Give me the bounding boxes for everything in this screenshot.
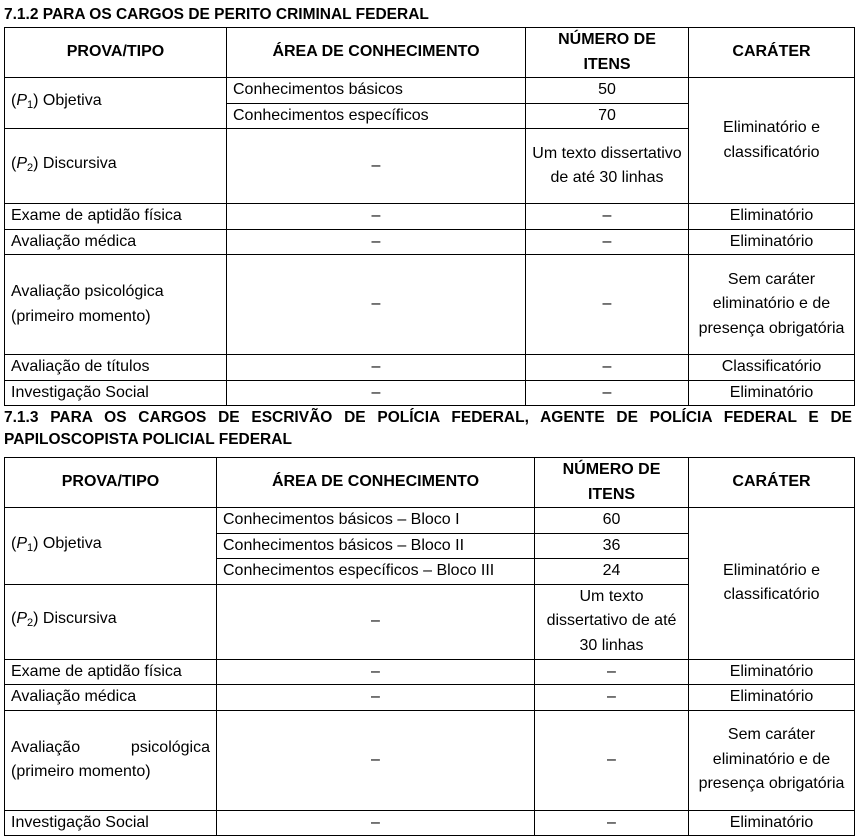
itens-cell: 70 [526, 103, 689, 129]
itens-cell: – [535, 659, 689, 685]
prova-p2-discursiva: $(P_2)$ Discursiva [5, 129, 227, 204]
area-cell: – [227, 380, 526, 406]
table-row [5, 78, 855, 104]
carater-cell: Eliminatório e classificatório [689, 78, 855, 204]
section-heading-escrivao-agente-papiloscopista: 7.1.3 PARA OS CARGOS DE ESCRIVÃO DE POLÍCIA FEDERAL, AGENTE DE POLÍCIA FEDERAL E DE PAPILOSCOPISTA POLICIAL FEDERAL [4, 409, 852, 448]
header-prova: PROVA/TIPO [5, 28, 227, 78]
prova-cell: Exame de aptidão física [5, 204, 227, 230]
area-cell: Conhecimentos específicos – Bloco III [217, 559, 535, 585]
itens-cell: – [526, 255, 689, 355]
prova-cell: Avaliação psicológica (primeiro momento) [5, 710, 217, 810]
area-cell: – [217, 659, 535, 685]
area-cell: – [227, 355, 526, 381]
area-cell: – [227, 229, 526, 255]
table-row [5, 810, 855, 836]
header-itens: NÚMERO DE ITENS [526, 28, 689, 78]
area-cell: Conhecimentos básicos – Bloco II [217, 533, 535, 559]
carater-cell: Sem caráter eliminatório e de presença obrigatória [689, 710, 855, 810]
prova-cell: Exame de aptidão física [5, 659, 217, 685]
prova-cell: Investigação Social [5, 810, 217, 836]
table-row [5, 380, 855, 406]
itens-cell: – [535, 710, 689, 810]
prova-p2-discursiva: $(P_2)$ Discursiva [5, 584, 217, 659]
area-cell: Conhecimentos específicos [227, 103, 526, 129]
table-escrivao-agente-papiloscopista [4, 457, 855, 836]
itens-cell: Um texto dissertativo de até 30 linhas [535, 584, 689, 659]
header-prova: PROVA/TIPO [5, 458, 217, 508]
table-row [5, 710, 855, 810]
table-row [5, 229, 855, 255]
prova-p1-objetiva: $(P_1)$ Objetiva [5, 78, 227, 129]
area-cell: – [227, 204, 526, 230]
table-header-row [5, 28, 855, 78]
itens-cell: – [526, 204, 689, 230]
table-row [5, 204, 855, 230]
prova-cell: Avaliação psicológica (primeiro momento) [5, 255, 227, 355]
table-row [5, 508, 855, 534]
area-cell: – [227, 129, 526, 204]
itens-cell: 36 [535, 533, 689, 559]
itens-cell: – [526, 380, 689, 406]
itens-cell: 50 [526, 78, 689, 104]
itens-cell: – [535, 685, 689, 711]
prova-p1-objetiva: $(P_1)$ Objetiva [5, 508, 217, 585]
header-carater: CARÁTER [689, 28, 855, 78]
area-cell: – [217, 685, 535, 711]
carater-cell: Eliminatório [689, 810, 855, 836]
area-cell: Conhecimentos básicos [227, 78, 526, 104]
header-area: ÁREA DE CONHECIMENTO [227, 28, 526, 78]
area-cell: Conhecimentos básicos – Bloco I [217, 508, 535, 534]
prova-cell: Avaliação médica [5, 685, 217, 711]
carater-cell: Eliminatório e classificatório [689, 508, 855, 660]
itens-cell: – [535, 810, 689, 836]
itens-cell: 24 [535, 559, 689, 585]
header-area: ÁREA DE CONHECIMENTO [217, 458, 535, 508]
section-heading-perito: 7.1.2 PARA OS CARGOS DE PERITO CRIMINAL FEDERAL [4, 6, 429, 23]
carater-cell: Classificatório [689, 355, 855, 381]
header-carater: CARÁTER [689, 458, 855, 508]
table-row [5, 685, 855, 711]
itens-cell: – [526, 355, 689, 381]
table-row [5, 355, 855, 381]
prova-cell: Avaliação médica [5, 229, 227, 255]
carater-cell: Sem caráter eliminatório e de presença obrigatória [689, 255, 855, 355]
carater-cell: Eliminatório [689, 659, 855, 685]
prova-cell: Avaliação de títulos [5, 355, 227, 381]
area-cell: – [227, 255, 526, 355]
itens-cell: – [526, 229, 689, 255]
carater-cell: Eliminatório [689, 685, 855, 711]
header-itens: NÚMERO DE ITENS [535, 458, 689, 508]
carater-cell: Eliminatório [689, 380, 855, 406]
area-cell: – [217, 710, 535, 810]
carater-cell: Eliminatório [689, 229, 855, 255]
table-row [5, 255, 855, 355]
itens-cell: Um texto dissertativo de até 30 linhas [526, 129, 689, 204]
table-header-row [5, 458, 855, 508]
table-perito-criminal [4, 27, 855, 406]
prova-cell: Investigação Social [5, 380, 227, 406]
table-row [5, 659, 855, 685]
area-cell: – [217, 584, 535, 659]
area-cell: – [217, 810, 535, 836]
itens-cell: 60 [535, 508, 689, 534]
carater-cell: Eliminatório [689, 204, 855, 230]
